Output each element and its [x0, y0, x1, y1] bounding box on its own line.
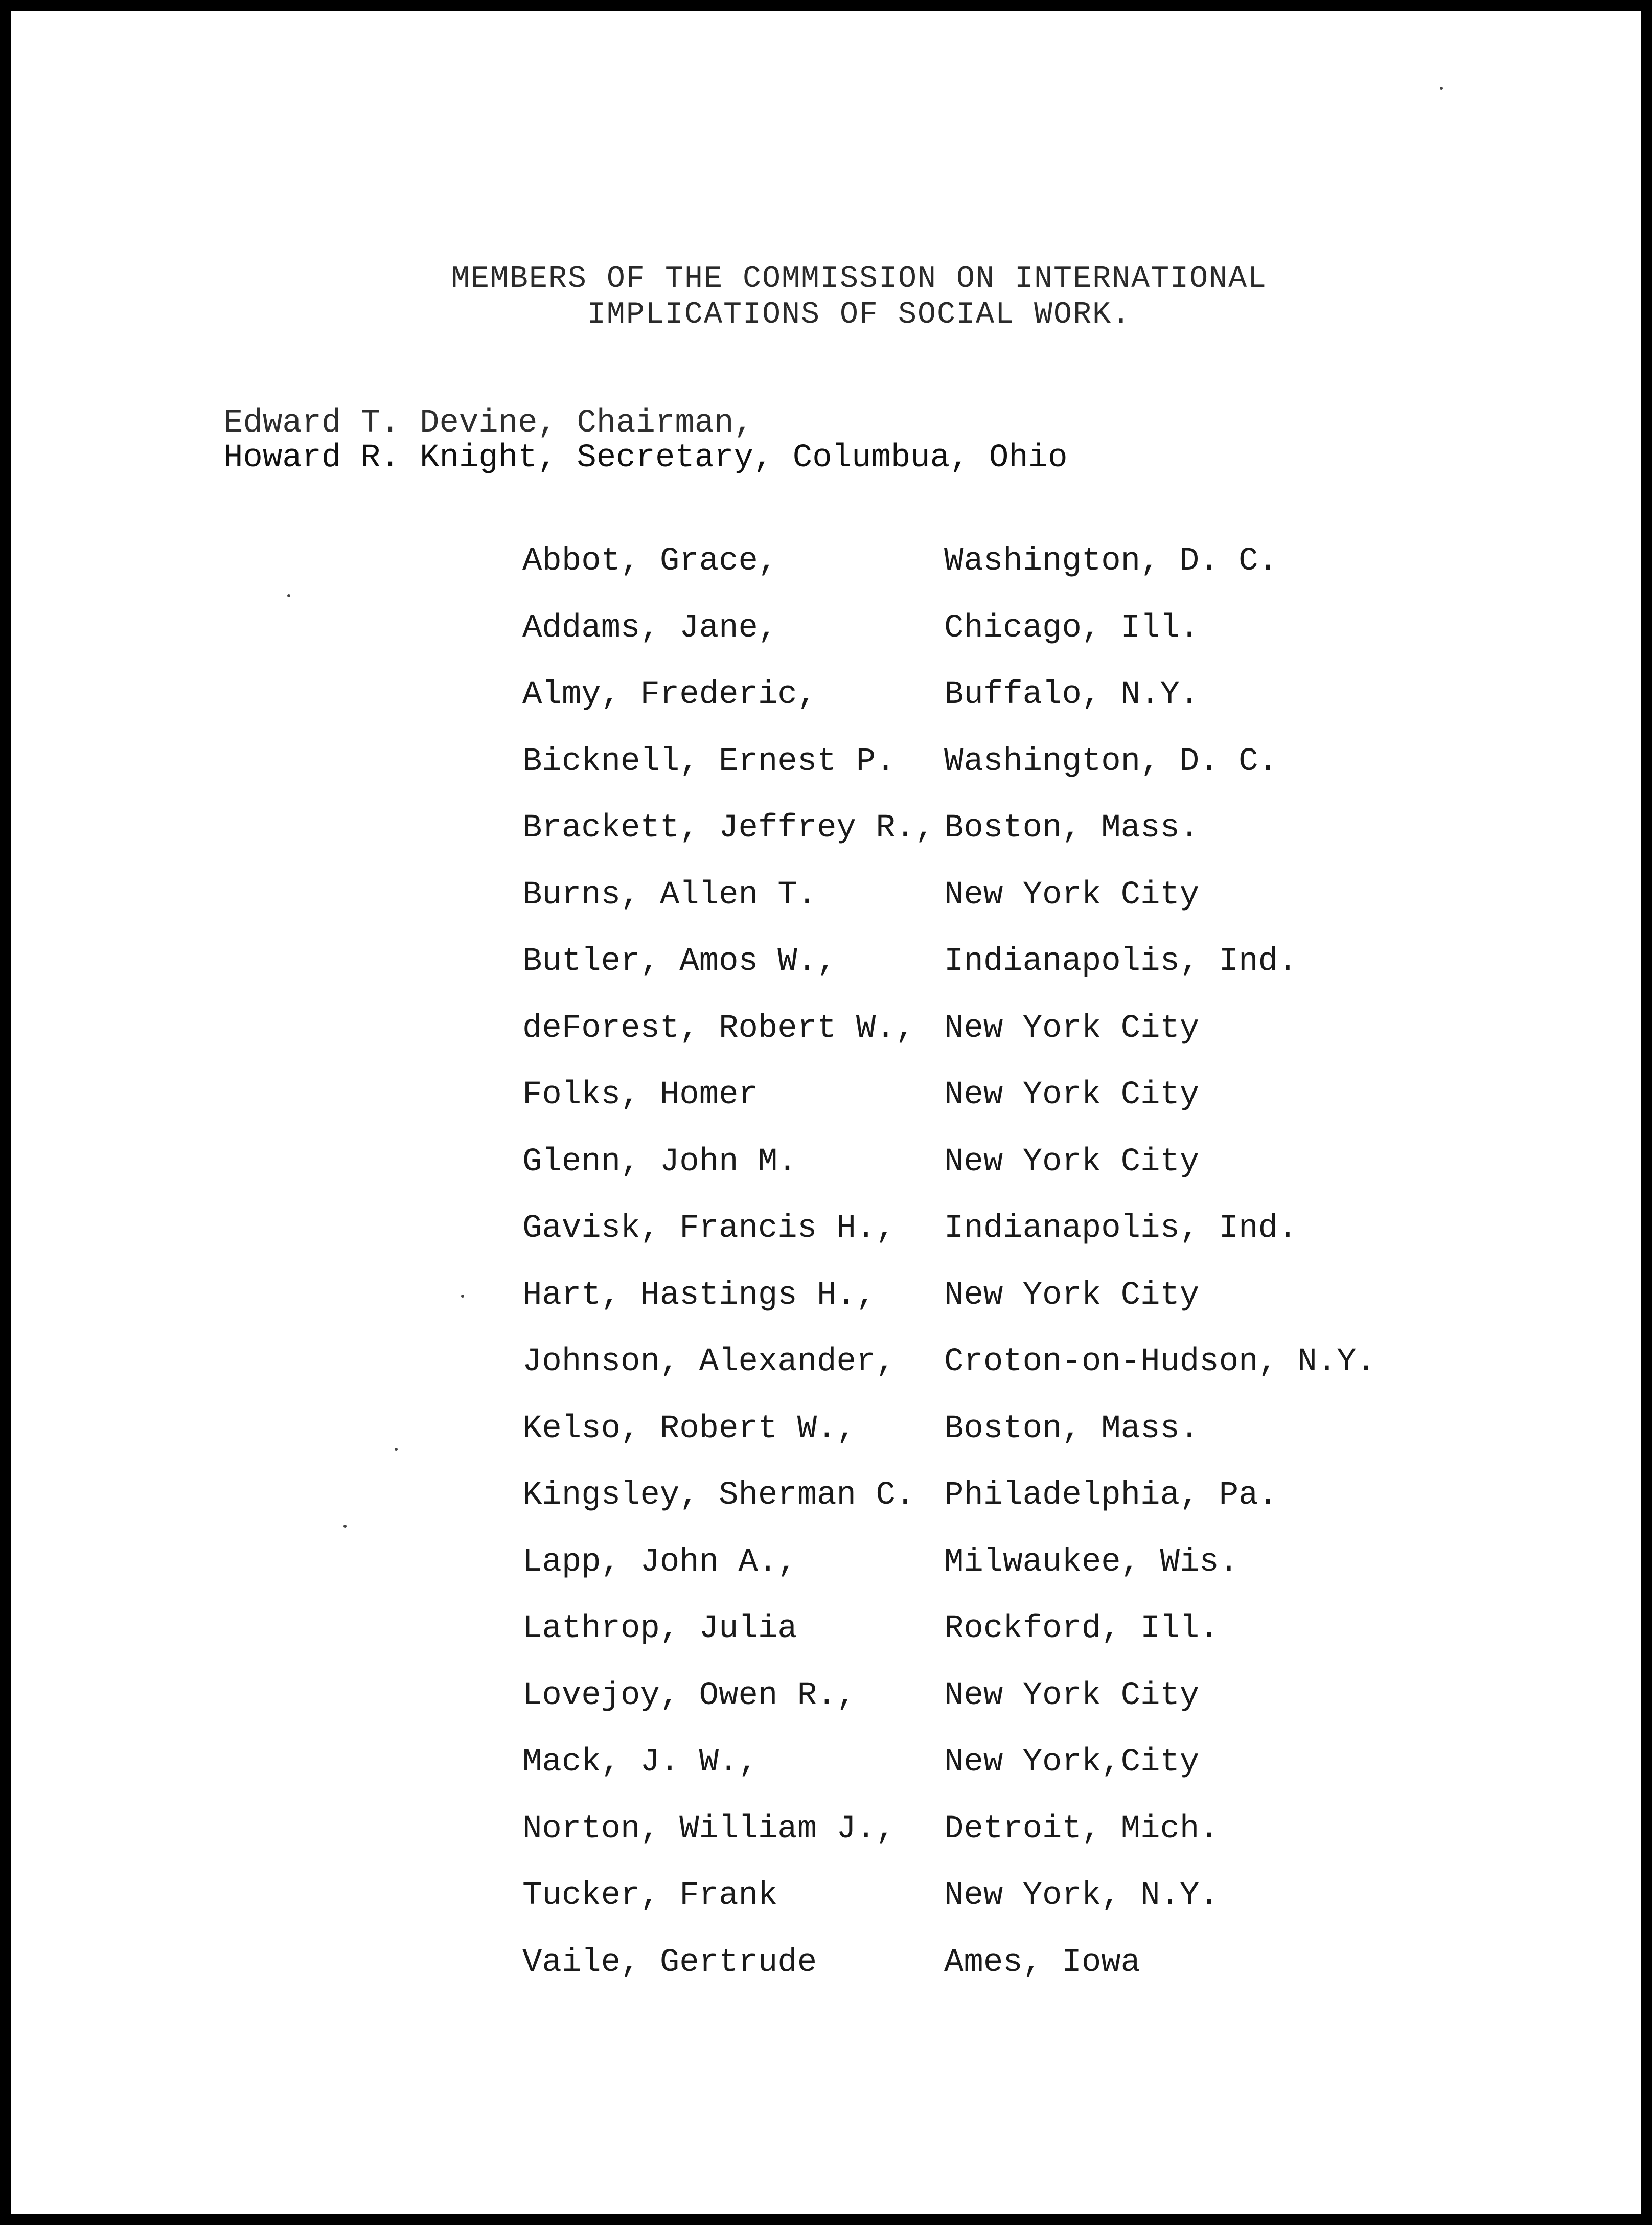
member-location: New York City — [944, 1010, 1200, 1047]
member-location: Ames, Iowa — [944, 1944, 1141, 1981]
member-name: Almy, Frederic, — [522, 676, 817, 713]
paper-speck — [343, 1525, 347, 1528]
member-location: Boston, Mass. — [944, 1411, 1200, 1447]
member-name: Brackett, Jeffrey R., — [522, 810, 935, 847]
member-list — [11, 11, 1641, 2214]
member-row — [11, 543, 1641, 584]
member-name: Johnson, Alexander, — [522, 1344, 896, 1380]
member-location: Chicago, Ill. — [944, 610, 1200, 647]
member-name: Lapp, John A., — [522, 1544, 797, 1581]
member-location: New York City — [944, 1077, 1200, 1114]
member-name: Gavisk, Francis H., — [522, 1210, 896, 1247]
member-location: New York City — [944, 877, 1200, 914]
member-row — [11, 1477, 1641, 1518]
member-location: Indianapolis, Ind. — [944, 943, 1298, 980]
member-row — [11, 1744, 1641, 1785]
member-row — [11, 610, 1641, 651]
member-name: Addams, Jane, — [522, 610, 778, 647]
member-name: Lovejoy, Owen R., — [522, 1677, 856, 1714]
member-row — [11, 810, 1641, 851]
member-location: Philadelphia, Pa. — [944, 1477, 1278, 1514]
member-location: New York City — [944, 1144, 1200, 1180]
member-row — [11, 1010, 1641, 1051]
member-location: Croton-on-Hudson, N.Y. — [944, 1344, 1376, 1380]
paper-speck — [287, 594, 290, 597]
member-row — [11, 743, 1641, 784]
document-page — [11, 11, 1641, 2214]
member-name: Tucker, Frank — [522, 1877, 778, 1914]
secretary-line: Howard R. Knight, Secretary, Columbua, Ohio — [223, 440, 1068, 476]
member-location: Boston, Mass. — [944, 810, 1200, 847]
member-row — [11, 676, 1641, 717]
member-name: Folks, Homer — [522, 1077, 758, 1114]
member-name: Bicknell, Ernest P. — [522, 743, 896, 780]
member-row — [11, 1944, 1641, 1985]
member-location: Milwaukee, Wis. — [944, 1544, 1239, 1581]
member-location: Washington, D. C. — [944, 543, 1278, 580]
member-row — [11, 1144, 1641, 1185]
member-row — [11, 1344, 1641, 1384]
member-name: Kelso, Robert W., — [522, 1411, 856, 1447]
member-name: Abbot, Grace, — [522, 543, 778, 580]
document-title-line-2: IMPLICATIONS OF SOCIAL WORK. — [587, 298, 1132, 332]
member-name: Mack, J. W., — [522, 1744, 758, 1781]
member-row — [11, 943, 1641, 984]
document-title-line-1: MEMBERS OF THE COMMISSION ON INTERNATIONAL — [451, 262, 1268, 297]
member-row — [11, 1677, 1641, 1718]
member-row — [11, 1877, 1641, 1918]
member-row — [11, 1210, 1641, 1251]
member-location: New York, N.Y. — [944, 1877, 1219, 1914]
paper-speck — [1440, 87, 1443, 90]
member-name: Burns, Allen T. — [522, 877, 817, 914]
member-row — [11, 1544, 1641, 1585]
member-name: Hart, Hastings H., — [522, 1277, 876, 1314]
member-location: Buffalo, N.Y. — [944, 676, 1200, 713]
member-name: Butler, Amos W., — [522, 943, 837, 980]
member-location: Detroit, Mich. — [944, 1811, 1219, 1848]
member-location: New York City — [944, 1277, 1200, 1314]
member-row — [11, 1811, 1641, 1852]
member-name: Lathrop, Julia — [522, 1610, 797, 1647]
member-location: New York,City — [944, 1744, 1200, 1781]
member-row — [11, 1610, 1641, 1651]
paper-speck — [461, 1295, 464, 1298]
member-location: Indianapolis, Ind. — [944, 1210, 1298, 1247]
member-name: Glenn, John M. — [522, 1144, 797, 1180]
member-name: Norton, William J., — [522, 1811, 896, 1848]
member-location: New York City — [944, 1677, 1200, 1714]
member-name: Vaile, Gertrude — [522, 1944, 817, 1981]
member-name: Kingsley, Sherman C. — [522, 1477, 915, 1514]
member-location: Rockford, Ill. — [944, 1610, 1219, 1647]
member-location: Washington, D. C. — [944, 743, 1278, 780]
member-name: deForest, Robert W., — [522, 1010, 915, 1047]
member-row — [11, 1077, 1641, 1118]
member-row — [11, 1277, 1641, 1318]
member-row — [11, 1411, 1641, 1451]
chairman-line: Edward T. Devine, Chairman, — [223, 405, 753, 442]
paper-speck — [395, 1448, 398, 1451]
member-row — [11, 877, 1641, 918]
